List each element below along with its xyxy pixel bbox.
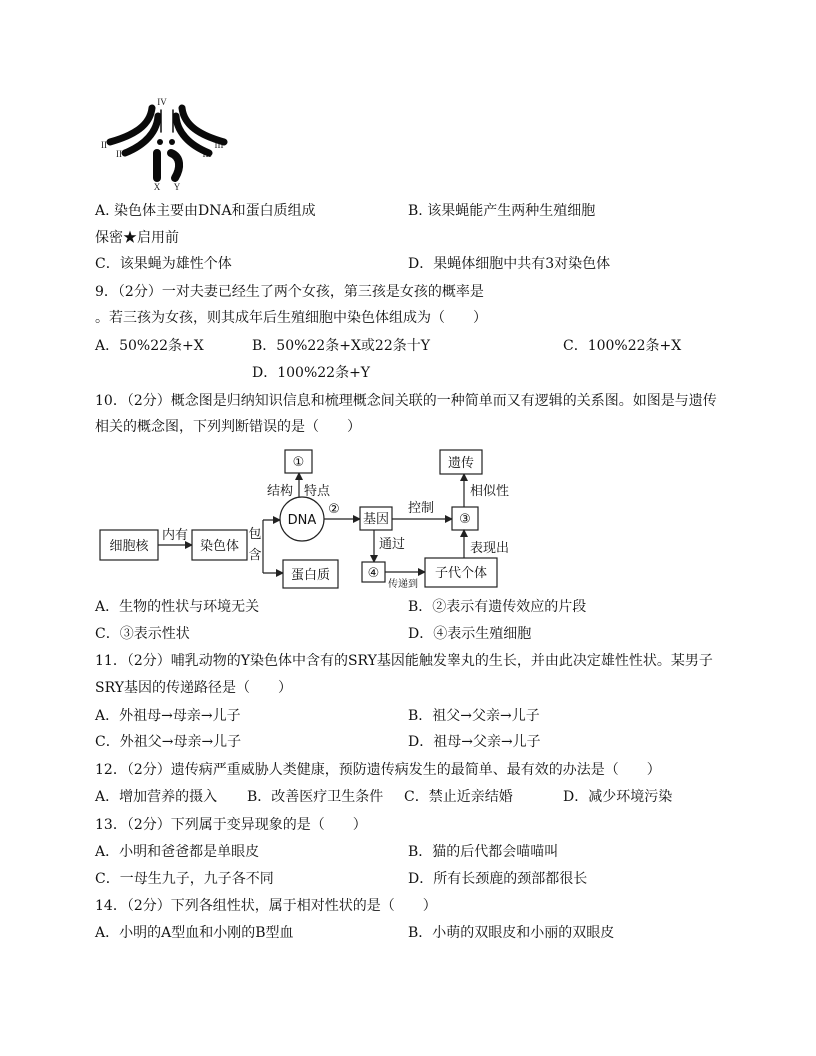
protein-label: 蛋白质 bbox=[290, 568, 331, 583]
label-iv: IV bbox=[157, 97, 167, 107]
express-label: 表现出 bbox=[470, 541, 510, 556]
contain-label-2: 含 bbox=[248, 548, 262, 563]
q11-stem-line-1: 11．（2分）哺乳动物的Y染色体中含有的SRY基因能触发睾丸的生长，并由此决定雄性性状。某男子 bbox=[95, 653, 713, 669]
q10-option-d: D．④表示生殖细胞 bbox=[408, 626, 532, 642]
q9-stem-line-1: 9．（2分）一对夫妻已经生了两个女孩，第三孩是女孩的概率是 bbox=[95, 284, 484, 300]
q11-stem-line-2: SRY基因的传递路径是（ ） bbox=[95, 680, 292, 696]
q14-option-a: A．小明的A型血和小刚的B型血 bbox=[95, 925, 294, 941]
q10-option-c: C．③表示性状 bbox=[95, 626, 190, 642]
contain-label-1: 包 bbox=[248, 527, 262, 542]
q13-stem: 13．（2分）下列属于变异现象的是（ ） bbox=[95, 817, 367, 833]
heredity-label: 遗传 bbox=[447, 456, 475, 471]
nucleus-label: 细胞核 bbox=[109, 539, 149, 554]
q8-option-a: A. 染色体主要由DNA和蛋白质组成 bbox=[95, 203, 316, 219]
q9-option-b: B．50%22条+X或22条十Y bbox=[252, 338, 430, 354]
chromosome-label: 染色体 bbox=[199, 539, 240, 554]
q10-option-b: B．②表示有遗传效应的片段 bbox=[408, 599, 587, 615]
q13-option-d: D．所有长颈鹿的颈部都很长 bbox=[408, 871, 588, 887]
through-label: 通过 bbox=[379, 537, 406, 552]
has-label: 内有 bbox=[161, 528, 189, 543]
q14-stem: 14．（2分）下列各组性状，属于相对性状的是（ ） bbox=[95, 898, 437, 914]
q14-option-b: B．小萌的双眼皮和小丽的双眼皮 bbox=[408, 925, 615, 941]
q12-option-c: C．禁止近亲结婚 bbox=[404, 789, 513, 805]
label-ii-outer: II bbox=[101, 140, 107, 150]
confidential-mark: 保密★启用前 bbox=[95, 230, 179, 246]
q12-stem: 12．（2分）遗传病严重威胁人类健康，预防遗传病发生的最简单、最有效的办法是（ ） bbox=[95, 762, 661, 778]
structure-label: 结构 bbox=[266, 484, 294, 499]
box3-label: ③ bbox=[459, 512, 471, 527]
box1-label: ① bbox=[292, 455, 305, 470]
label-iii-outer: III bbox=[214, 140, 224, 150]
similarity-label: 相似性 bbox=[470, 484, 510, 499]
feature-label: 特点 bbox=[303, 484, 331, 499]
q10-stem-line-2: 相关的概念图，下列判断错误的是（ ） bbox=[95, 419, 361, 435]
q13-option-c: C．一母生九子，九子各不同 bbox=[95, 871, 274, 887]
q11-option-a: A．外祖母→母亲→儿子 bbox=[95, 708, 241, 724]
gene-label: 基因 bbox=[362, 512, 390, 527]
chromosome-iv-dot-b bbox=[169, 139, 175, 145]
q10-option-a: A．生物的性状与环境无关 bbox=[95, 599, 260, 615]
q11-option-c: C．外祖父→母亲→儿子 bbox=[95, 734, 242, 750]
label-ii-inner: II bbox=[116, 149, 122, 159]
q11-option-b: B．祖父→父亲→儿子 bbox=[408, 708, 540, 724]
q9-stem-line-2: 。若三孩为女孩，则其成年后生殖细胞中染色体组成为（ ） bbox=[95, 310, 487, 326]
dna-label: DNA bbox=[287, 513, 317, 528]
label-x: X bbox=[153, 182, 161, 192]
label-iii-inner: III bbox=[202, 149, 212, 159]
label-y: Y bbox=[173, 182, 181, 192]
box4-label: ④ bbox=[367, 566, 380, 581]
chromosome-y bbox=[171, 153, 179, 178]
offspring-label: 子代个体 bbox=[434, 566, 488, 581]
q10-stem-line-1: 10．（2分）概念图是归纳知识信息和梳理概念间关联的一种简单而又有逻辑的关系图。如图是与遗传 bbox=[95, 393, 717, 409]
q8-option-c: C．该果蝇为雄性个体 bbox=[95, 256, 232, 272]
label-2: ② bbox=[328, 502, 340, 517]
chromosome-iv-dot-a bbox=[157, 139, 163, 145]
concept-map-diagram bbox=[95, 440, 515, 595]
q12-option-d: D．减少环境污染 bbox=[563, 789, 673, 805]
q12-option-b: B．改善医疗卫生条件 bbox=[247, 789, 384, 805]
q11-option-d: D．祖母→父亲→儿子 bbox=[408, 734, 541, 750]
q9-option-a: A．50%22条+X bbox=[95, 338, 204, 354]
q8-option-b: B. 该果蝇能产生两种生殖细胞 bbox=[408, 203, 596, 219]
chromosome-figure bbox=[95, 90, 235, 195]
q9-option-d: D．100%22条+Y bbox=[252, 365, 371, 381]
q8-option-d: D．果蝇体细胞中共有3对染色体 bbox=[408, 256, 611, 272]
q13-option-a: A．小明和爸爸都是单眼皮 bbox=[95, 844, 260, 860]
q9-option-c: C．100%22条+X bbox=[563, 338, 682, 354]
q13-option-b: B．猫的后代都会喵喵叫 bbox=[408, 844, 559, 860]
control-label: 控制 bbox=[407, 501, 435, 516]
q12-option-a: A．增加营养的摄入 bbox=[95, 789, 218, 805]
pass-to-label: 传递到 bbox=[388, 579, 418, 590]
